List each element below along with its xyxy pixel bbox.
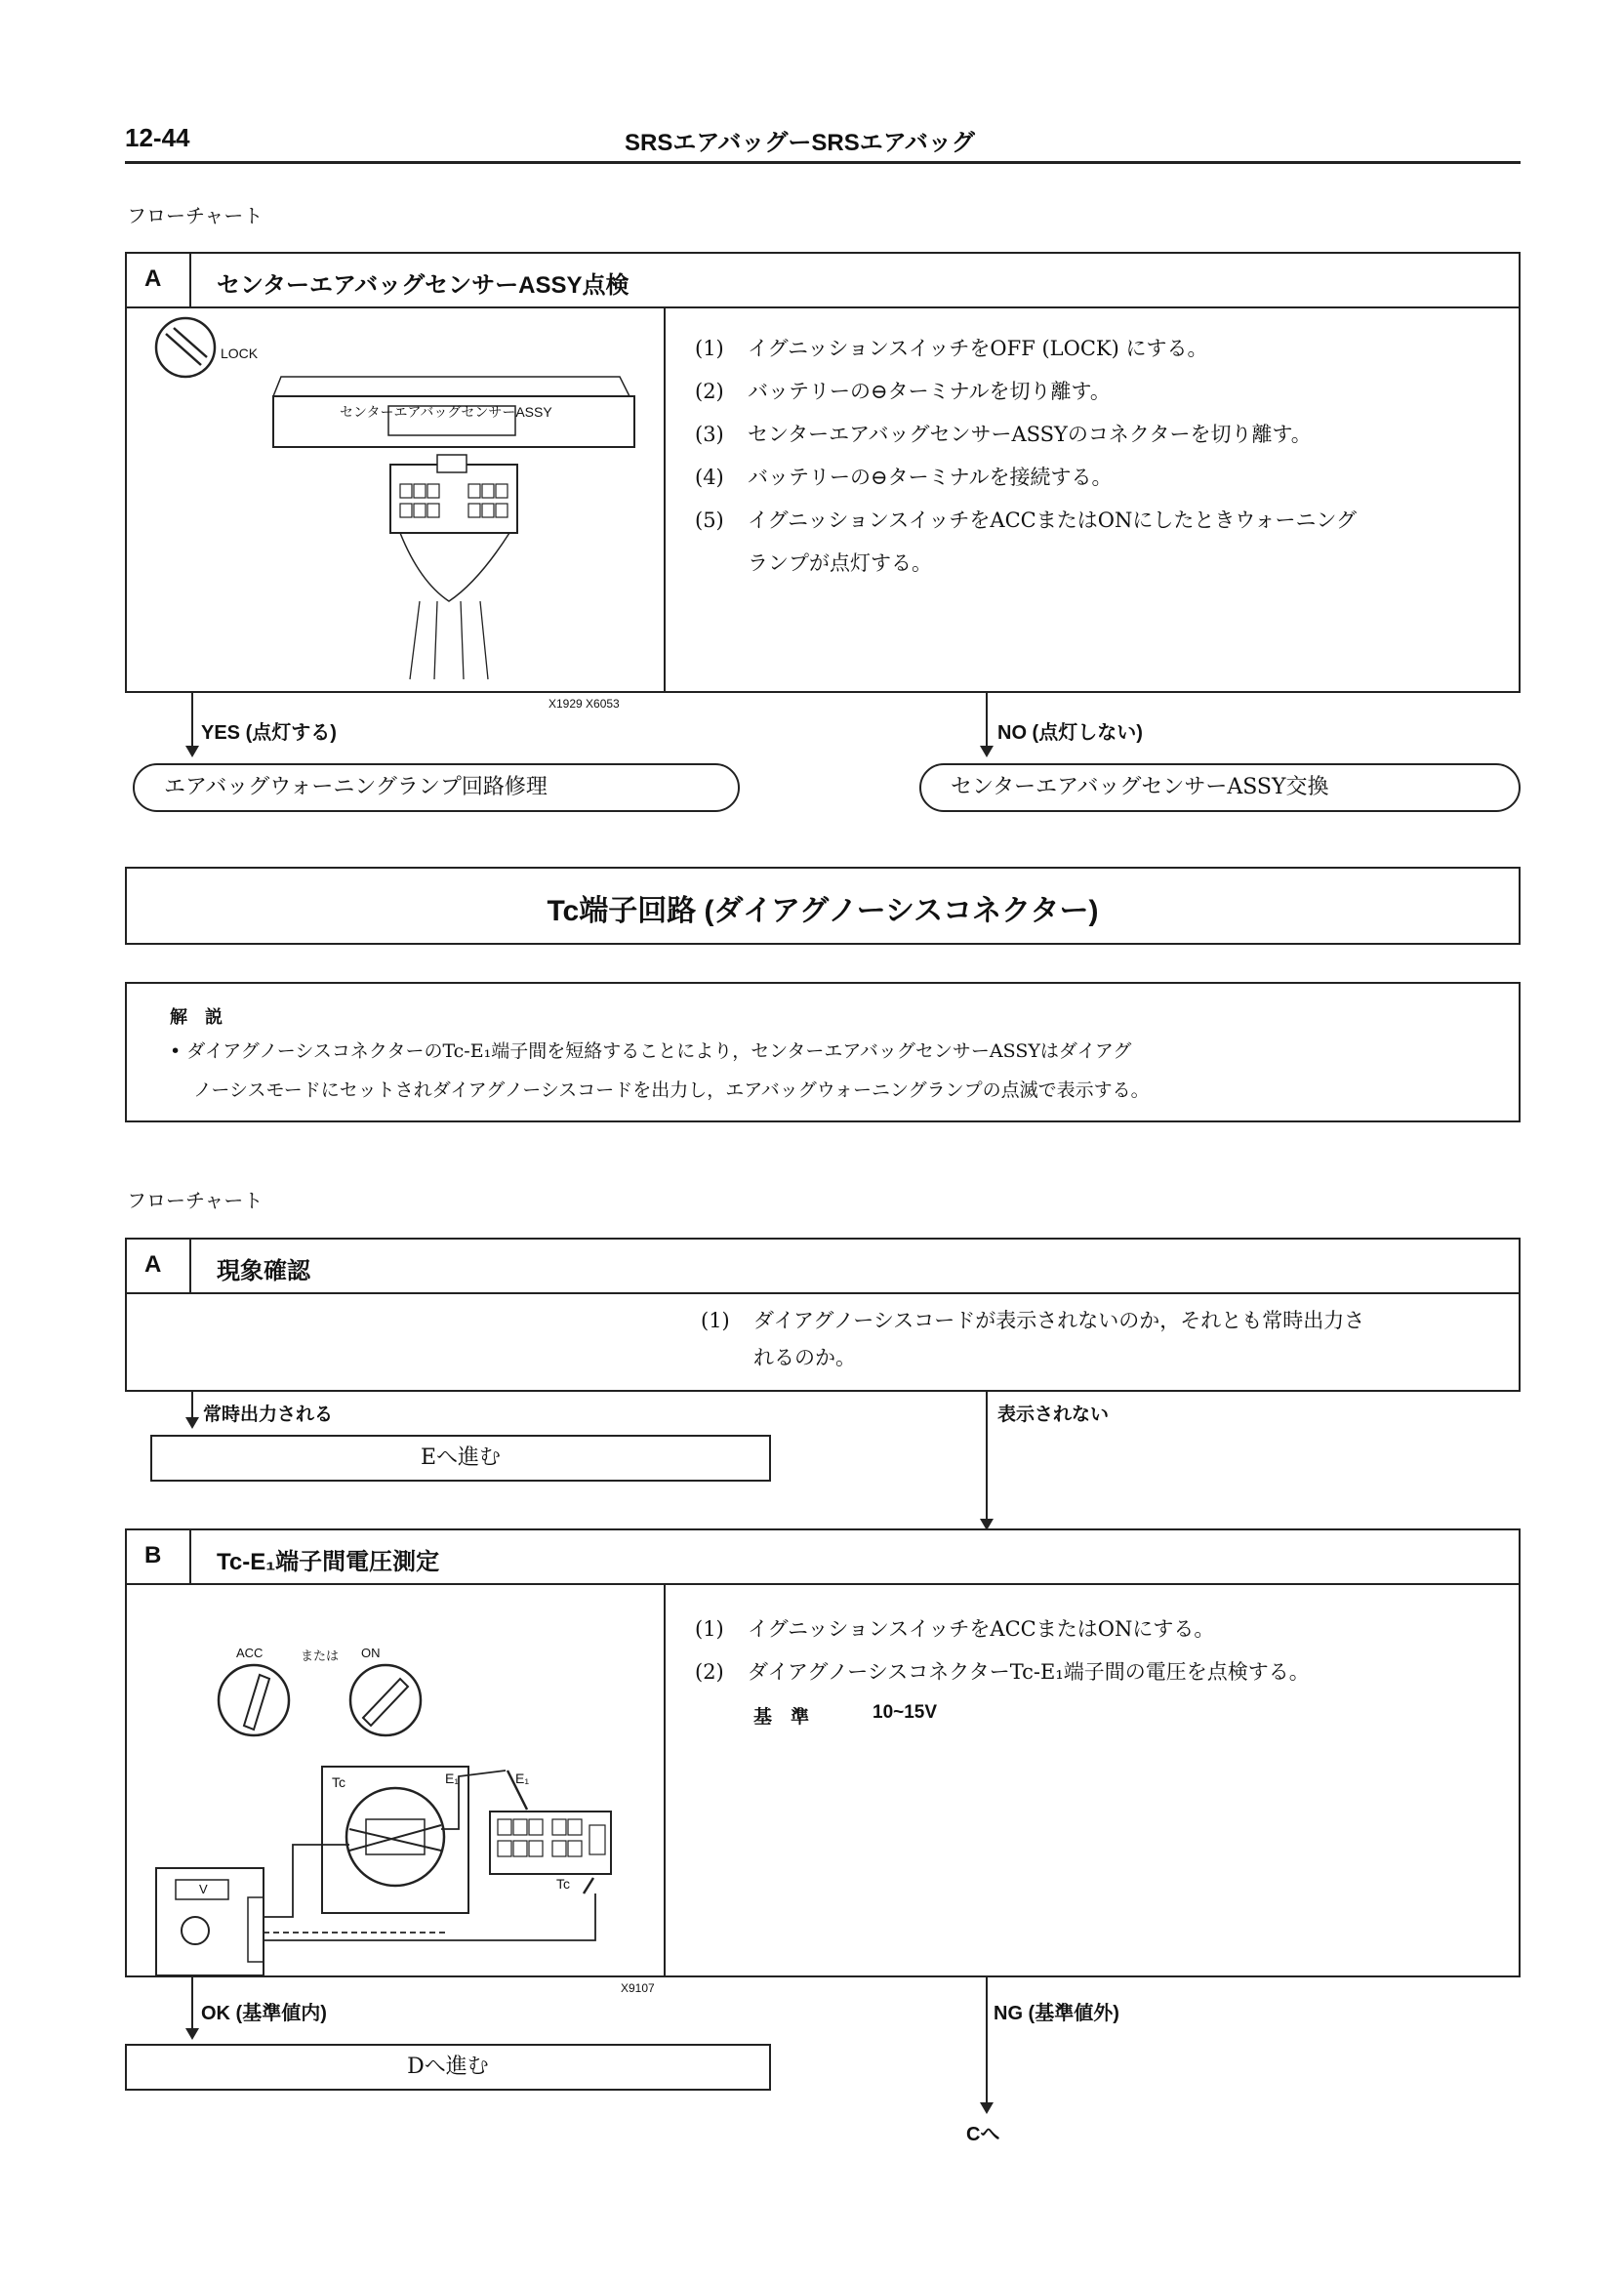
fig-e1-label-1: E₁ [445,1771,460,1786]
yes-arrow [191,693,193,755]
fig-code-2: X9107 [621,1981,655,1995]
step-b-item-1: (1) イグニッションスイッチをACCまたはONにする。 [695,1617,1215,1641]
step-a-title: 現象確認 [217,1258,310,1284]
step-item-3: (3) センターエアバッグセンサーASSYのコネクターを切り離す。 [695,423,1312,446]
explanation-line-2: ノーシスモードにセットされダイアグノーシスコードを出力し，エアバッグウォーニングランプの点滅で表示する。 [193,1079,1150,1101]
standard-value: 10~15V [873,1702,938,1723]
not-shown-arrow [986,1392,988,1528]
step-a-item-1: (1) ダイアグノーシスコードが表示されないのか，それとも常時出力さ [701,1309,1365,1332]
page-number: 12-44 [125,123,190,152]
fig-sensor-label: センターエアバッグセンサーASSY [340,404,552,420]
step-b-box [125,1528,1521,1977]
section-title-box [125,867,1521,945]
step-a-item-1-cont: れるのか。 [753,1346,856,1369]
step-item-1: (1) イグニッションスイッチをOFF (LOCK) にする。 [695,337,1208,360]
not-shown-label: 表示されない [997,1405,1110,1425]
no-label: NO (点灯しない) [997,722,1143,744]
ng-label: NG (基準値外) [994,2003,1119,2024]
fig-tc-label-1: Tc [332,1774,345,1790]
step-b-title: Tc-E₁端子間電圧測定 [217,1549,440,1575]
fig-e1-label-2: E₁ [515,1771,530,1786]
explanation-line-1: • ダイアグノーシスコネクターのTc-E₁端子間を短絡することにより，センターエアバッグセンサーASSYはダイアグ [170,1040,1132,1062]
step-a-box-1 [125,252,1521,693]
step-item-5: (5) イグニッションスイッチをACCまたはONにしたときウォーニング [695,509,1358,532]
always-label: 常時出力される [203,1405,334,1425]
explanation-box [125,982,1521,1122]
yes-label: YES (点灯する) [201,722,337,744]
step-item-4: (4) バッテリーの⊖ターミナルを接続する。 [695,466,1113,489]
standard-label: 基 準 [753,1707,810,1728]
fig-lock-label: LOCK [221,346,259,361]
step-a-box-2 [125,1238,1521,1392]
ok-arrow [191,1977,193,2038]
always-result: Eへ進む [150,1435,771,1482]
fig-tc-label-2: Tc [556,1876,570,1892]
step-b-item-2: (2) ダイアグノーシスコネクターTc-E₁端子間の電圧を点検する。 [695,1660,1310,1684]
sensor-connector-figure [127,308,662,689]
fig-acc-label: ACC [236,1646,264,1660]
header-rule [125,161,1521,164]
step-title: センターエアバッグセンサーASSY点検 [217,272,629,299]
step-a-letter: A [144,1251,162,1278]
step-letter: A [144,265,162,292]
ok-result: Dへ進む [125,2044,771,2091]
step-item-2: (2) バッテリーの⊖ターミナルを切り離す。 [695,380,1111,403]
ng-result: Cへ [966,2124,1000,2145]
flowchart-label-2: フローチャート [127,1191,264,1212]
explanation-heading: 解 説 [170,1007,223,1027]
voltage-measurement-figure [127,1585,662,1975]
yes-result: エアバッグウォーニングランプ回路修理 [133,763,740,812]
ok-label: OK (基準値内) [201,2003,327,2024]
ng-arrow [986,1977,988,2112]
always-arrow [191,1392,193,1427]
no-result: センターエアバッグセンサーASSY交換 [919,763,1521,812]
fig-code-1: X1929 X6053 [548,697,620,711]
fig-v-label: V [199,1882,208,1896]
page-header-title: SRSエアバッグーSRSエアバッグ [625,130,975,156]
step-item-5-cont: ランプが点灯する。 [748,551,932,575]
section-title: Tc端子回路 (ダイアグノーシスコネクター) [547,895,1099,927]
no-arrow [986,693,988,755]
fig-or-label: または [301,1649,340,1663]
flowchart-label-1: フローチャート [127,206,264,227]
fig-on-label: ON [361,1646,381,1660]
step-b-letter: B [144,1542,162,1568]
